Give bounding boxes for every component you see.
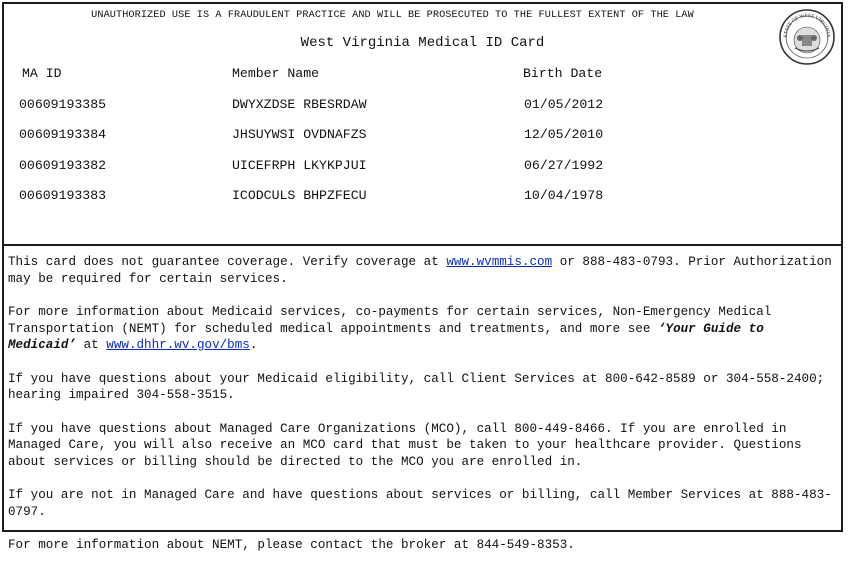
- medicaid-services-note: [8, 304, 837, 354]
- medicaid-services-period: .: [249, 338, 258, 352]
- section-divider: [4, 244, 841, 246]
- column-header-ma-id: MA ID: [22, 66, 62, 81]
- wvmmis-link[interactable]: www.wvmmis.com: [446, 255, 553, 269]
- birth-date-cell: 12/05/2010: [524, 127, 604, 142]
- medicaid-services-at: at: [76, 338, 107, 352]
- birth-date-cell: 06/27/1992: [524, 158, 604, 173]
- member-name-cell: UICEFRPH LKYKPJUI: [232, 158, 367, 173]
- table-row: [4, 188, 841, 208]
- medical-id-card: [2, 2, 843, 552]
- fraud-warning: UNAUTHORIZED USE IS A FRAUDULENT PRACTICE AND WILL BE PROSECUTED TO THE FULLEST EXTENT OF THE LAW: [91, 10, 694, 21]
- coverage-note: [8, 254, 837, 287]
- member-name-cell: JHSUYWSI OVDNAFZS: [232, 127, 367, 142]
- mco-note: If you have questions about Managed Care Organizations (MCO), call 800-449-8466. If you are enrolled in Managed Care, you will also receive an MCO card that must be taken to your healthcare provider. Questions about services or billing should be directed to the MCO you are enrolled in.: [8, 421, 802, 469]
- seal-text: STATE OF WEST VIRGINIA: [782, 12, 832, 38]
- card-info: [8, 254, 837, 571]
- medicaid-services-text: For more information about Medicaid services, co-payments for certain services, Non-Emergency Medical Transportation (NEMT) for scheduled medical appointments and treatments, and more see: [8, 305, 772, 336]
- coverage-note-text-end: or 888-483-0793. Prior Authorization may be required for certain services.: [8, 255, 832, 286]
- card-title: West Virginia Medical ID Card: [300, 35, 545, 51]
- ma-id-cell: 00609193385: [19, 97, 107, 112]
- member-services-note: If you are not in Managed Care and have questions about services or billing, call Member Services at 888-483-0797.: [8, 488, 832, 519]
- ma-id-cell: 00609193384: [19, 127, 107, 142]
- member-name-cell: DWYXZDSE RBESRDAW: [232, 97, 367, 112]
- column-header-member-name: Member Name: [232, 66, 320, 81]
- birth-date-cell: 01/05/2012: [524, 97, 604, 112]
- ma-id-cell: 00609193382: [19, 158, 107, 173]
- coverage-note-text: This card does not guarantee coverage. Verify coverage at: [8, 255, 447, 269]
- member-name-cell: ICODCULS BHPZFECU: [232, 188, 367, 203]
- birth-date-cell: 10/04/1978: [524, 188, 604, 203]
- table-row: [4, 158, 841, 178]
- eligibility-note: If you have questions about your Medicaid eligibility, call Client Services at 800-642-8589 or 304-558-2400; hearing impaired 304-558-3515.: [8, 371, 825, 402]
- guide-title: ‘Your Guide to Medicaid’: [8, 321, 764, 352]
- table-row: [4, 97, 841, 117]
- ma-id-cell: 00609193383: [19, 188, 107, 203]
- table-row: [4, 127, 841, 147]
- nemt-note: For more information about NEMT, please contact the broker at 844-549-8353.: [8, 538, 575, 552]
- dhhr-bms-link[interactable]: www.dhhr.wv.gov/bms: [106, 338, 250, 352]
- column-header-birth-date: Birth Date: [523, 66, 603, 81]
